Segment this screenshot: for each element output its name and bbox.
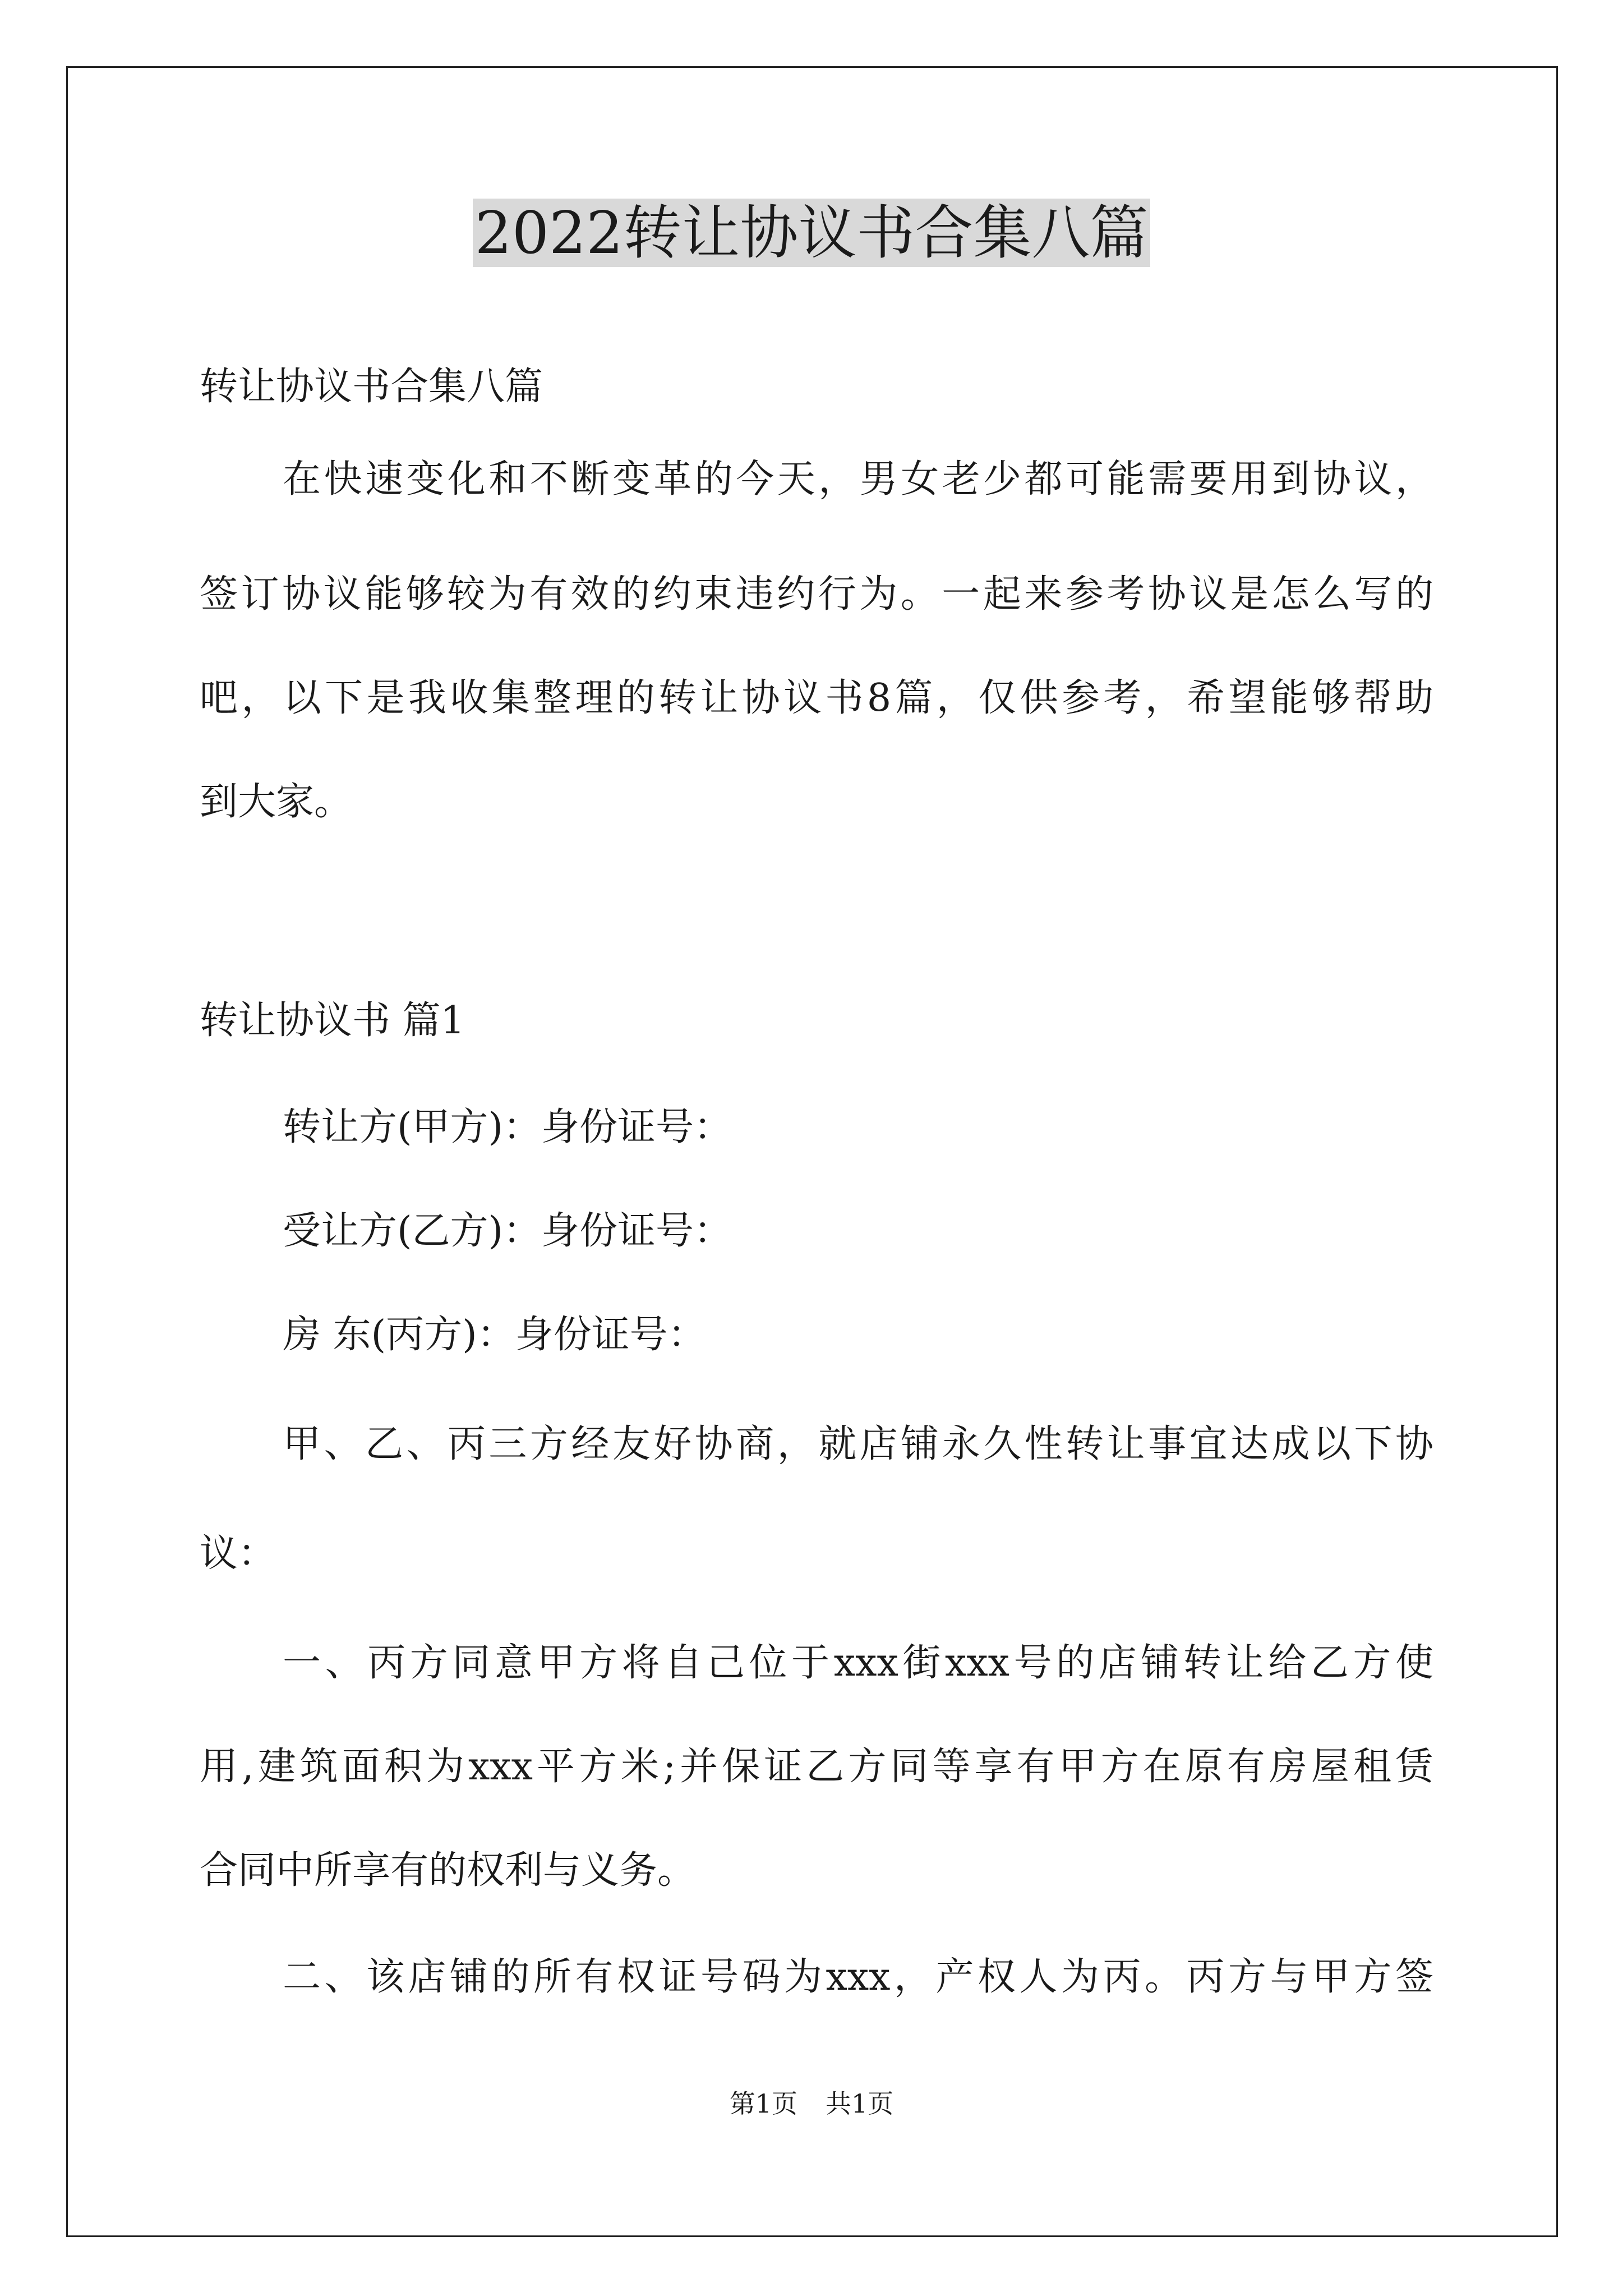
paragraph-line: 一、丙方同意甲方将自己位于xxx街xxx号的店铺转让给乙方使 bbox=[283, 1641, 1433, 1685]
paragraph-line: 签订协议能够较为有效的约束违约行为。一起来参考协议是怎么写的 bbox=[200, 572, 1433, 616]
paragraph-line: 用,建筑面积为xxx平方米;并保证乙方同等享有甲方在原有房屋租赁 bbox=[200, 1745, 1433, 1789]
document-title-text: 2022转让协议书合集八篇 bbox=[473, 199, 1151, 267]
document-title bbox=[0, 191, 1623, 275]
page-footer bbox=[0, 2084, 1623, 2123]
page-number: 第1页 bbox=[729, 2088, 797, 2119]
paragraph-line: 甲、乙、丙三方经友好协商，就店铺永久性转让事宜达成以下协 bbox=[283, 1422, 1433, 1466]
section-heading: 转让协议书 篇1 bbox=[200, 999, 465, 1043]
party-line: 受让方(乙方)：身份证号： bbox=[283, 1209, 732, 1253]
page-total: 共1页 bbox=[826, 2088, 894, 2119]
party-line: 转让方(甲方)：身份证号： bbox=[283, 1105, 732, 1149]
party-line: 房 东(丙方)：身份证号： bbox=[283, 1313, 706, 1357]
paragraph-line: 议： bbox=[200, 1531, 276, 1576]
paragraph-line: 到大家。 bbox=[200, 780, 353, 824]
paragraph-line: 合同中所享有的权利与义务。 bbox=[200, 1848, 696, 1893]
paragraph-line: 在快速变化和不断变革的今天，男女老少都可能需要用到协议， bbox=[283, 457, 1433, 501]
paragraph-line: 吧，以下是我收集整理的转让协议书8篇，仅供参考，希望能够帮助 bbox=[200, 676, 1433, 720]
paragraph-line: 二、该店铺的所有权证号码为xxx，产权人为丙。丙方与甲方签 bbox=[283, 1955, 1433, 1999]
subtitle-line: 转让协议书合集八篇 bbox=[200, 365, 543, 409]
